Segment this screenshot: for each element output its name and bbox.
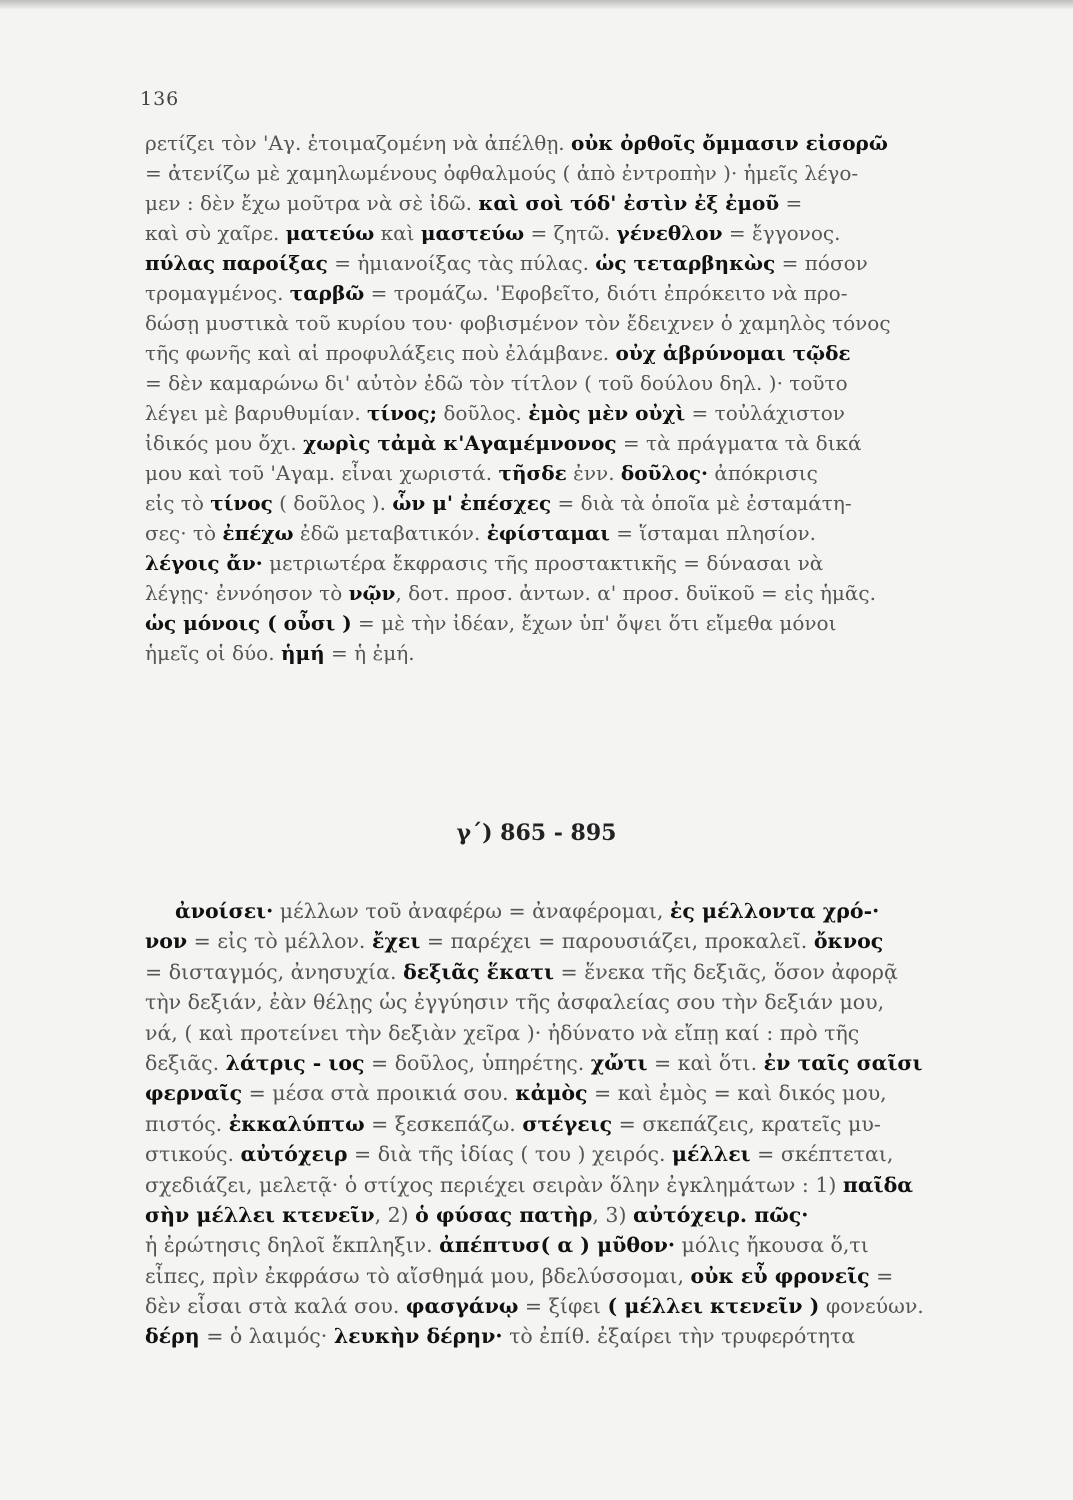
gloss-text: = σκέπτεται, xyxy=(750,1142,894,1167)
text-line xyxy=(145,458,995,488)
gloss-text: καὶ xyxy=(374,221,421,245)
gloss-text: = δισταγμός, ἀνησυχία. xyxy=(145,959,404,984)
text-line xyxy=(145,278,995,308)
lemma-term: ματεύω xyxy=(285,221,375,245)
scan-top-edge xyxy=(0,0,1073,10)
gloss-text: = ἵσταμαι πλησίον. xyxy=(609,521,817,545)
text-line xyxy=(145,488,995,518)
text-line xyxy=(145,1230,995,1260)
lemma-term: ἀπέπτυσ( α ) μῦθον· xyxy=(439,1233,676,1258)
text-line xyxy=(145,896,995,926)
gloss-text: = δὲν καμαρώνω δι' αὐτὸν ἐδῶ τὸν τίτλον ( τοῦ δούλου δηλ. )· τοῦτο xyxy=(145,371,848,395)
lemma-term: ἡμή xyxy=(280,641,325,665)
text-line xyxy=(145,548,995,578)
gloss-text: = μέσα στὰ προικιά σου. xyxy=(242,1081,516,1106)
lemma-term: πύλας παροίξας xyxy=(145,251,328,275)
text-line xyxy=(145,1139,995,1169)
text-line xyxy=(145,1170,995,1200)
gloss-text: ( δοῦλος ). xyxy=(272,491,393,515)
gloss-text: = ἀτενίζω μὲ χαμηλωμένους ὀφθαλμούς ( ἀπὸ ἐντροπὴν )· ἡμεῖς λέγο- xyxy=(145,161,859,185)
gloss-text: ἐδῶ μεταβατικόν. xyxy=(293,521,487,545)
gloss-text: τὴν δεξιάν, ἐὰν θέλῃς ὡς ἐγγύησιν τῆς ἀσφαλείας σου τὴν δεξιάν μου, xyxy=(145,990,885,1015)
lemma-term: ἐπέχω xyxy=(222,521,294,545)
lemma-term: λευκὴν δέρην· xyxy=(333,1324,503,1349)
lemma-term: ( μέλλει κτενεῖν ) xyxy=(607,1294,820,1319)
lemma-term: ἐφίσταμαι xyxy=(486,521,610,545)
text-line xyxy=(145,338,995,368)
lemma-term: ἀνοίσει· xyxy=(175,899,274,923)
lemma-term: νον xyxy=(145,929,188,954)
lemma-term: παῖδα xyxy=(842,1172,914,1197)
gloss-text: δὲν εἶσαι στὰ καλά σου. xyxy=(145,1294,406,1319)
lemma-term: λέγοις ἄν· xyxy=(145,551,263,575)
gloss-text: = εἰς τὸ μέλλον. xyxy=(187,929,372,954)
lemma-term: αὐτόχειρ xyxy=(240,1142,348,1167)
text-line xyxy=(145,188,995,218)
gloss-text: , 3) xyxy=(592,1202,633,1227)
text-line xyxy=(145,1018,995,1048)
lemma-term: ὡς τεταρβηκὼς xyxy=(595,251,776,275)
lemma-term: οὐχ ἁβρύνομαι τῷδε xyxy=(615,341,851,365)
gloss-text: = ἡ ἐμή. xyxy=(324,641,415,665)
lemma-term: κἀμὸς xyxy=(515,1081,588,1106)
lemma-term: φερναῖς xyxy=(145,1081,243,1106)
gloss-text: μου καὶ τοῦ 'Αγαμ. εἶναι χωριστά. xyxy=(145,461,499,485)
gloss-text: = xyxy=(779,191,803,215)
lemma-term: δεξιᾶς ἕκατι xyxy=(403,959,554,984)
gloss-text: = δοῦλος, ὑπηρέτης. xyxy=(364,1050,591,1075)
text-line xyxy=(145,308,995,338)
lemma-term: τίνος xyxy=(210,491,273,515)
text-line xyxy=(145,957,995,987)
text-line xyxy=(145,248,995,278)
commentary-block-2 xyxy=(145,896,995,1352)
gloss-text: λέγει μὲ βαρυθυμίαν. xyxy=(145,401,368,425)
lemma-term: ὄκνος xyxy=(813,929,884,954)
text-line xyxy=(145,1291,995,1321)
gloss-text: = καὶ ἐμὸς = καὶ δικός μου, xyxy=(587,1081,887,1106)
gloss-text: μεν : δὲν ἔχω μοῦτρα νὰ σὲ ἰδῶ. xyxy=(145,191,479,215)
gloss-text: ρετίζει τὸν 'Αγ. ἑτοιμαζομένη νὰ ἀπέλθῃ. xyxy=(145,131,572,155)
lemma-term: στέγεις xyxy=(522,1111,613,1136)
gloss-text: = σκεπάζεις, κρατεῖς μυ- xyxy=(612,1111,881,1136)
gloss-text: πιστός. xyxy=(145,1111,229,1136)
gloss-text: = ὁ λαιμός· xyxy=(199,1324,334,1349)
gloss-text: = ἔγγονος. xyxy=(722,221,841,245)
gloss-text: = ζητῶ. xyxy=(524,221,617,245)
lemma-term: μέλλει xyxy=(672,1142,751,1167)
gloss-text: εἶπες, πρὶν ἐκφράσω τὸ αἴσθημά μου, βδελύσσομαι, xyxy=(145,1263,691,1288)
text-line xyxy=(145,987,995,1017)
text-line xyxy=(145,1261,995,1291)
text-line xyxy=(145,518,995,548)
text-line xyxy=(145,158,995,188)
gloss-text: καὶ σὺ χαῖρε. xyxy=(145,221,286,245)
lemma-term: καὶ σοὶ τόδ' ἐστὶν ἐξ ἐμοῦ xyxy=(478,191,780,215)
gloss-text: λέγῃς· ἐννόησον τὸ xyxy=(145,581,349,605)
lemma-term: ἔχει xyxy=(371,929,421,954)
gloss-text: , 2) xyxy=(374,1202,416,1227)
gloss-text: μετριωτέρα ἔκφρασις τῆς προστακτικῆς = δύνασαι νὰ xyxy=(262,551,824,575)
gloss-text: μέλλων τοῦ ἀναφέρω = ἀναφέρομαι, xyxy=(273,899,670,923)
lemma-term: ἐς μέλλοντα χρό-· xyxy=(669,899,880,923)
gloss-text: ἰδικός μου ὄχι. xyxy=(145,431,304,455)
gloss-text: δοῦλος. xyxy=(436,401,529,425)
lemma-term: ἐκκαλύπτω xyxy=(228,1111,365,1136)
gloss-text: = μὲ τὴν ἰδέαν, ἔχων ὑπ' ὄψει ὅτι εἴμεθα μόνοι xyxy=(351,611,837,635)
text-line xyxy=(145,638,995,668)
gloss-text: εἰς τὸ xyxy=(145,491,211,515)
text-line xyxy=(145,128,995,158)
gloss-text: = ξίφει xyxy=(518,1294,608,1319)
gloss-text: = ἡμιανοίξας τὰς πύλας. xyxy=(327,251,596,275)
lemma-term: ὧν μ' ἐπέσχες xyxy=(392,491,552,515)
gloss-text: = τὰ πράγματα τὰ δικά xyxy=(616,431,862,455)
gloss-text: = διὰ τὰ ὁποῖα μὲ ἐσταμάτη- xyxy=(551,491,852,515)
lemma-term: φασγάνῳ xyxy=(405,1294,519,1319)
lemma-term: τῆσδε xyxy=(498,461,567,485)
text-line xyxy=(145,1078,995,1108)
text-line xyxy=(145,398,995,428)
gloss-text: τῆς φωνῆς καὶ αἱ προφυλάξεις ποὺ ἐλάμβανε. xyxy=(145,341,616,365)
section-heading: γ΄) 865 - 895 xyxy=(456,820,617,846)
lemma-term: λάτρις - ιος xyxy=(225,1050,365,1075)
gloss-text: νά, ( καὶ προτείνει τὴν δεξιὰν χεῖρα )· ἠδύνατο νὰ εἴπῃ καί : πρὸ τῆς xyxy=(145,1020,860,1045)
gloss-text: δώσῃ μυστικὰ τοῦ κυρίου του· φοβισμένον τὸν ἔδειχνεν ὁ χαμηλὸς τόνος xyxy=(145,311,891,335)
gloss-text: φονεύων. xyxy=(819,1294,924,1319)
lemma-term: ὡς μόνοις ( οὖσι ) xyxy=(145,611,352,635)
gloss-text: στικούς. xyxy=(145,1142,241,1167)
gloss-text: σχεδιάζει, μελετᾷ· ὁ στίχος περιέχει σειρὰν ὅλην ἐγκλημάτων : 1) xyxy=(145,1172,843,1197)
gloss-text: = καὶ ὅτι. xyxy=(647,1050,764,1075)
gloss-text: = παρέχει = παρουσιάζει, προκαλεῖ. xyxy=(420,929,814,954)
page-number: 136 xyxy=(140,88,180,110)
gloss-text: = xyxy=(869,1263,894,1288)
gloss-text: μόλις ἤκουσα ὅ,τι xyxy=(675,1233,869,1258)
lemma-term: ἐμὸς μὲν οὐχὶ xyxy=(528,401,686,425)
gloss-text: , δοτ. προσ. ἀντων. α' προσ. δυϊκοῦ = εἰς ἡμᾶς. xyxy=(395,581,876,605)
gloss-text: ἡμεῖς οἱ δύο. xyxy=(145,641,281,665)
text-line xyxy=(145,608,995,638)
gloss-text: τὸ ἐπίθ. ἐξαίρει τὴν τρυφερότητα xyxy=(502,1324,856,1349)
gloss-text: = τρομάζω. 'Εφοβεῖτο, διότι ἐπρόκειτο νὰ προ- xyxy=(364,281,848,305)
lemma-term: σὴν μέλλει κτενεῖν xyxy=(145,1202,375,1227)
lemma-term: ἐν ταῖς σαῖσι xyxy=(763,1050,923,1075)
gloss-text: σες· τὸ xyxy=(145,521,223,545)
text-line xyxy=(145,218,995,248)
commentary-block-1 xyxy=(145,128,995,668)
lemma-term: αὐτόχειρ. πῶς· xyxy=(632,1202,809,1227)
text-line xyxy=(145,578,995,608)
gloss-text: ἐνν. xyxy=(566,461,621,485)
lemma-term: ταρβῶ xyxy=(289,281,365,305)
lemma-term: νῷν xyxy=(348,581,396,605)
text-line xyxy=(145,1048,995,1078)
lemma-term: τίνος; xyxy=(367,401,437,425)
text-line xyxy=(145,368,995,398)
gloss-text: δεξιᾶς. xyxy=(145,1050,226,1075)
gloss-text: = τοὐλάχιστον xyxy=(685,401,845,425)
lemma-term: οὐκ εὖ φρονεῖς xyxy=(690,1263,870,1288)
lemma-term: ὁ φύσας πατὴρ xyxy=(415,1202,593,1227)
gloss-text: τρομαγμένος. xyxy=(145,281,290,305)
gloss-text: ἡ ἐρώτησις δηλοῖ ἔκπληξιν. xyxy=(145,1233,440,1258)
lemma-term: χωρὶς τἀμὰ κ'Αγαμέμνονος xyxy=(303,431,617,455)
gloss-text: = διὰ τῆς ἰδίας ( του ) χειρός. xyxy=(347,1142,672,1167)
gloss-text: = ξεσκεπάζω. xyxy=(364,1111,523,1136)
text-line xyxy=(145,1109,995,1139)
text-line xyxy=(145,1200,995,1230)
lemma-term: μαστεύω xyxy=(420,221,525,245)
gloss-text: = πόσον xyxy=(775,251,868,275)
gloss-text: ἀπόκρισις xyxy=(707,461,818,485)
text-line xyxy=(145,428,995,458)
lemma-term: δέρη xyxy=(145,1324,200,1349)
gloss-text: = ἕνεκα τῆς δεξιᾶς, ὅσον ἀφορᾷ xyxy=(553,959,898,984)
lemma-term: δοῦλος· xyxy=(620,461,708,485)
text-line xyxy=(145,926,995,956)
lemma-term: χὤτι xyxy=(590,1050,648,1075)
lemma-term: γένεθλον xyxy=(616,221,723,245)
lemma-term: οὐκ ὀρθοῖς ὄμμασιν εἰσορῶ xyxy=(571,131,888,155)
text-line xyxy=(145,1321,995,1351)
